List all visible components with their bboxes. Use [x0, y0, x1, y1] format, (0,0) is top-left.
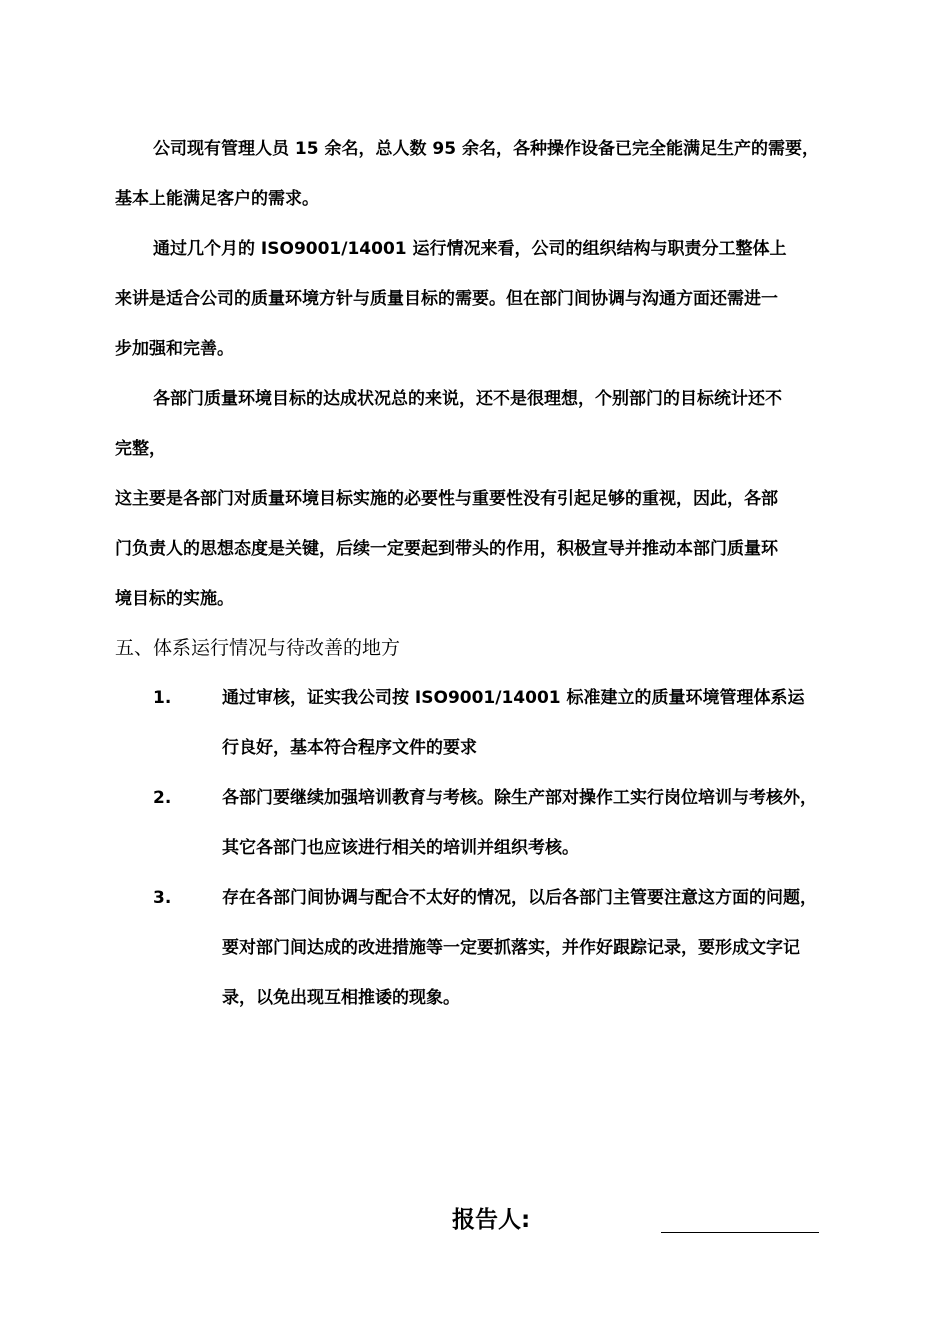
paragraph-goals-line-2: 完整，: [115, 439, 166, 459]
section-heading: 五、体系运行情况与待改善的地方: [115, 637, 401, 659]
list-item-line: 其它各部门也应该进行相关的培训并组织考核。: [222, 838, 579, 858]
paragraph-staff-line-2: 基本上能满足客户的需求。: [115, 189, 319, 209]
list-item-number: 1.: [153, 688, 172, 708]
list-item-line: 录，以免出现互相推诿的现象。: [222, 988, 460, 1008]
paragraph-iso-line-1: 通过几个月的 ISO9001/14001 运行情况来看，公司的组织结构与职责分工整体上: [153, 239, 787, 259]
list-item-line: 行良好，基本符合程序文件的要求: [222, 738, 477, 758]
paragraph-reason-line-2: 门负责人的思想态度是关键，后续一定要起到带头的作用，积极宣导并推动本部门质量环: [115, 539, 778, 559]
list-item-number: 2.: [153, 788, 172, 808]
list-item-line: 要对部门间达成的改进措施等一定要抓落实，并作好跟踪记录，要形成文字记: [222, 938, 800, 958]
paragraph-iso-line-3: 步加强和完善。: [115, 339, 234, 359]
list-item-number: 3.: [153, 888, 172, 908]
signature-line: [661, 1232, 819, 1233]
list-item-line: 通过审核，证实我公司按 ISO9001/14001 标准建立的质量环境管理体系运: [222, 688, 805, 708]
paragraph-reason-line-1: 这主要是各部门对质量环境目标实施的必要性与重要性没有引起足够的重视，因此，各部: [115, 489, 778, 509]
reporter-label: 报告人:: [452, 1207, 531, 1233]
list-item-line: 各部门要继续加强培训教育与考核。除生产部对操作工实行岗位培训与考核外，: [222, 788, 817, 808]
paragraph-reason-line-3: 境目标的实施。: [115, 589, 234, 609]
list-item-line: 存在各部门间协调与配合不太好的情况，以后各部门主管要注意这方面的问题，: [222, 888, 817, 908]
paragraph-goals-line-1: 各部门质量环境目标的达成状况总的来说，还不是很理想，个别部门的目标统计还不: [153, 389, 782, 409]
paragraph-staff-line-1: 公司现有管理人员 15 余名，总人数 95 余名，各种操作设备已完全能满足生产的需要，: [153, 139, 819, 159]
paragraph-iso-line-2: 来讲是适合公司的质量环境方针与质量目标的需要。但在部门间协调与沟通方面还需进一: [115, 289, 778, 309]
